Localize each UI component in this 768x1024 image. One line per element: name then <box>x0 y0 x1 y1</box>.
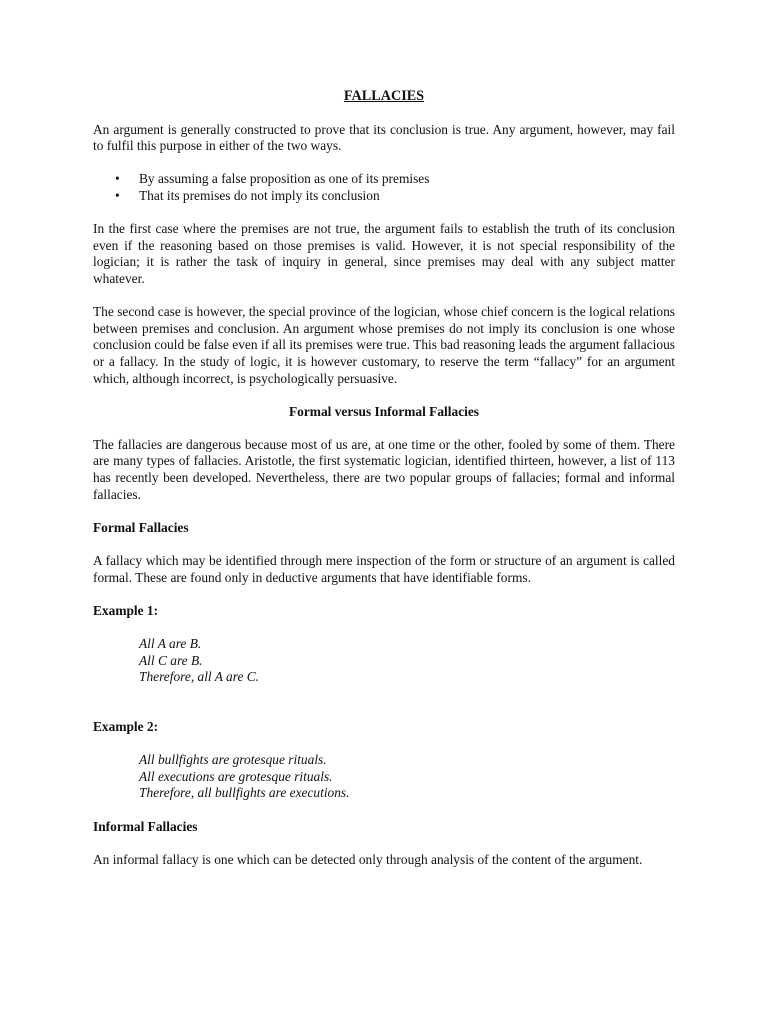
example-line: All executions are grotesque rituals. <box>139 768 333 784</box>
example-2-label: Example 2: <box>93 718 159 734</box>
example-line: All bullfights are grotesque rituals. <box>139 752 327 768</box>
bullet-icon: • <box>115 171 120 187</box>
example-1-label: Example 1: <box>93 602 159 618</box>
formal-definition-paragraph: A fallacy which may be identified through mere inspection of the form or structure of an argument is called formal. These are found only in deductive arguments that have identifiable forms. <box>93 553 675 585</box>
second-case-paragraph: The second case is however, the special province of the logician, whose chief concern is the logical relations between premises and conclusion. An argument whose premises do not imply its conclusion is one whose conclusion could be false even if all its premises were true. This bad reasoning leads the argument fallacious or a fallacy. In the study of logic, it is however customary, to reserve the term “fallacy” for an argument which, although incorrect, is psychologically persuasive. <box>93 304 675 386</box>
first-case-paragraph: In the first case where the premises are not true, the argument fails to establish the truth of its conclusion even if the reasoning based on those premises is valid. However, it is not special responsibility of the logician; it is rather the task of inquiry in general, since premises may deal with any subject matter whatever. <box>93 221 675 286</box>
example-line: Therefore, all bullfights are executions. <box>139 785 350 801</box>
example-line: All A are B. <box>139 636 202 651</box>
list-item-text: That its premises do not imply its conclusion <box>139 187 380 203</box>
formal-fallacies-heading: Formal Fallacies <box>93 519 189 535</box>
list-item <box>115 187 675 205</box>
example-line: Therefore, all A are C. <box>139 669 260 685</box>
list-item <box>115 171 675 188</box>
example-line: All C are B. <box>139 652 203 668</box>
document-title: FALLACIES <box>343 88 425 104</box>
list-item-text: By assuming a false proposition as one of its premises <box>139 171 430 187</box>
ways-bullet-list <box>93 171 675 204</box>
formal-vs-informal-heading: Formal versus Informal Fallacies <box>288 403 480 419</box>
informal-definition-paragraph: An informal fallacy is one which can be detected only through analysis of the content of the argument. <box>93 851 643 867</box>
dangerous-paragraph: The fallacies are dangerous because most of us are, at one time or the other, fooled by some of them. There are many types of fallacies. Aristotle, the first systematic logician, identified thirteen, however, a list of 113 has recently been developed. Nevertheless, there are two popular groups of fallacies; formal and informal fallacies. <box>93 436 675 502</box>
intro-paragraph: An argument is generally constructed to prove that its conclusion is true. Any argument, however, may fail to fulfil this purpose in either of the two ways. <box>93 121 675 154</box>
example-1-syllogism <box>139 636 675 686</box>
example-2-syllogism <box>139 752 675 802</box>
spacer <box>93 702 675 719</box>
bullet-icon: • <box>115 187 120 203</box>
informal-fallacies-heading: Informal Fallacies <box>93 818 198 834</box>
